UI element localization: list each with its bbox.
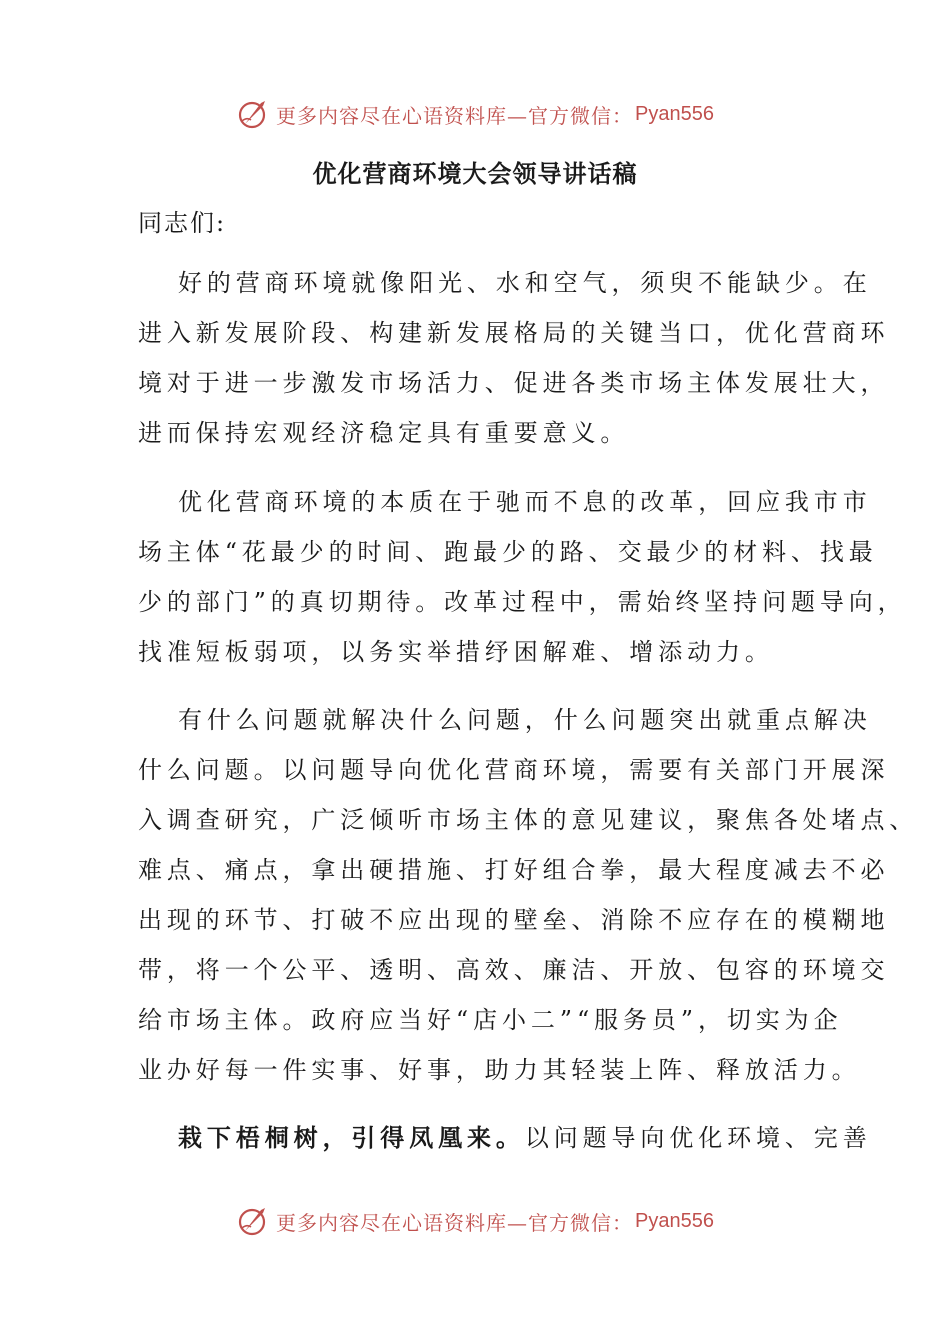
paragraph-line: 业办好每一件实事、好事，助力其轻装上阵、释放活力。 (138, 1056, 861, 1084)
paragraph-4 (138, 1113, 872, 1163)
paragraph-line: 少的部门”的真切期待。改革过程中，需始终坚持问题导向， (138, 588, 907, 616)
watermark-text: 更多内容尽在心语资料库—官方微信： (276, 103, 634, 128)
quill-logo-icon (236, 1204, 270, 1238)
paragraph-line: 找准短板弱项，以务实举措纾困解难、增添动力。 (138, 638, 774, 666)
footer-watermark (0, 1201, 950, 1241)
bold-lead-phrase: 栽下梧桐树，引得凤凰来。 (178, 1123, 525, 1152)
paragraph-line: 有什么问题就解决什么问题，什么问题突出就重点解决 (178, 706, 872, 734)
document-title: 优化营商环境大会领导讲话稿 (312, 159, 638, 188)
paragraph-1 (138, 258, 890, 458)
watermark-wechat-id: Pyan556 (635, 1209, 714, 1232)
paragraph-line: 进而保持宏观经济稳定具有重要意义。 (138, 419, 630, 447)
greeting: 同志们: (138, 209, 227, 237)
paragraph-text: 以问题导向优化环境、完善 (524, 1124, 872, 1152)
paragraph-2 (138, 477, 907, 677)
paragraph-line: 场主体“花最少的时间、跑最少的路、交最少的材料、找最 (138, 538, 878, 566)
paragraph-line: 难点、痛点，拿出硬措施、打好组合拳，最大程度减去不必 (138, 856, 890, 884)
paragraph-line: 什么问题。以问题导向优化营商环境，需要有关部门开展深 (138, 756, 890, 784)
paragraph-line: 带，将一个公平、透明、高效、廉洁、开放、包容的环境交 (138, 956, 890, 984)
paragraph-line: 境对于进一步激发市场活力、促进各类市场主体发展壮大， (138, 369, 890, 397)
paragraph-line: 优化营商环境的本质在于驰而不息的改革，回应我市市 (178, 488, 872, 516)
paragraph-line: 给市场主体。政府应当好“店小二”“服务员”，切实为企 (138, 1006, 843, 1034)
header-watermark (0, 94, 950, 134)
watermark-wechat-id: Pyan556 (635, 102, 714, 125)
paragraph-3 (138, 695, 919, 1095)
paragraph-line: 进入新发展阶段、构建新发展格局的关键当口，优化营商环 (138, 319, 890, 347)
paragraph-line: 入调查研究，广泛倾听市场主体的意见建议，聚焦各处堵点、 (138, 806, 919, 834)
quill-logo-icon (236, 97, 270, 131)
watermark-text: 更多内容尽在心语资料库—官方微信： (276, 1210, 634, 1235)
paragraph-line: 出现的环节、打破不应出现的壁垒、消除不应存在的模糊地 (138, 906, 890, 934)
paragraph-line: 好的营商环境就像阳光、水和空气，须臾不能缺少。在 (178, 269, 872, 297)
paragraph-line (138, 1113, 872, 1163)
